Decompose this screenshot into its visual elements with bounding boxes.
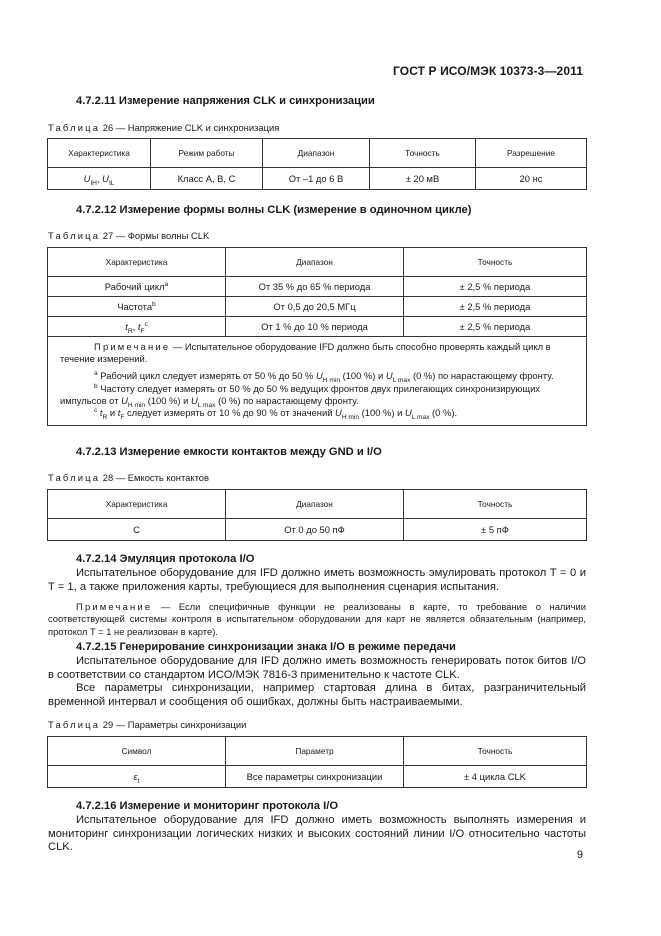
table-header-cell: Режим работы — [151, 139, 263, 168]
table-cell: От 35 % до 65 % периода — [226, 277, 404, 297]
table-cell: ± 2,5 % периода — [404, 317, 587, 337]
footnote-c: $^c$ $t_R$ и $t_F$ следует измерять от 10 % до 90 % от значений $U_{H min}$ (100 %) и $U_{L max}$ (0 %). — [94, 406, 458, 421]
table-cell: Все параметры синхронизации — [226, 766, 404, 788]
table-cell: Рабочий цикл$^a$ — [48, 277, 226, 297]
table-cell: От 0,5 до 20,5 МГц — [226, 297, 404, 317]
table-cell: ± 2,5 % периода — [404, 297, 587, 317]
table-27 — [47, 247, 587, 426]
section-title-4-7-2-12: 4.7.2.12 Измерение формы волны CLK (измерение в одиночном цикле) — [76, 204, 472, 216]
table-27-note: Примечание — Испытательное оборудование IFD должно быть способно проверять каждый цикл в течение измерений. $^a$ Рабочий цикл следует измерять от 50 % до 50 % $U_{H min}$ (100 %) и $U_{L max}$ (0 %) по нарастающему фронту. $^b$ Частоту следует измерять от 50 % до 50 % ведущих фронтов двух прилегающих синхронизирующих импульсов от $U_{H min}$ (100 %) и $U_{L max}$ (0 %) по нарастающему фронту. $^c$ $t_R$ и $t_F$ следует измерять от 10 % до 90 % от значений $U_{H min}$ (100 %) и $U_{L max}$ (0 %). — [48, 337, 587, 426]
footnote-b: $^b$ Частоту следует измерять от 50 % до 50 % ведущих фронтов двух прилегающих синхронизирующих импульсов от $U_{H min}$ (100 %) и $U_{L max}$ (0 %) по нарастающему фронту. — [60, 382, 540, 409]
table-29 — [47, 736, 587, 788]
table-cell: Частота$^b$ — [48, 297, 226, 317]
table-26-caption: Таблица 26 — Напряжение CLK и синхронизация — [48, 122, 280, 133]
table-27-caption: Таблица 27 — Формы волны CLK — [48, 230, 210, 241]
table-header-cell: Точность — [404, 248, 587, 277]
table-header-cell: Характеристика — [48, 490, 226, 519]
table-cell: $U_{IH}$, $U_{IL}$ — [48, 168, 151, 190]
footnote-a: $^a$ Рабочий цикл следует измерять от 50 % до 50 % $U_{H min}$ (100 %) и $U_{L max}$ (0 %) по нарастающему фронту. — [94, 370, 554, 385]
table-header-cell: Характеристика — [48, 139, 151, 168]
table-cell: Класс A, B, C — [151, 168, 263, 190]
table-cell: От 1 % до 10 % периода — [226, 317, 404, 337]
table-header-cell: Диапазон — [226, 490, 404, 519]
table-cell: От 0 до 50 пФ — [226, 519, 404, 541]
table-28 — [47, 489, 587, 541]
table-header-cell: Характеристика — [48, 248, 226, 277]
table-29-caption: Таблица 29 — Параметры синхронизации — [48, 719, 247, 730]
table-header-cell: Диапазон — [226, 248, 404, 277]
table-26 — [47, 138, 587, 190]
table-cell: $\varepsilon_t$ — [48, 766, 226, 788]
table-header-cell: Символ — [48, 737, 226, 766]
table-cell: ± 20 мВ — [370, 168, 476, 190]
section-title-4-7-2-11: 4.7.2.11 Измерение напряжения CLK и синхронизации — [76, 95, 375, 107]
table-header-cell: Разрешение — [476, 139, 587, 168]
table-header-cell: Точность — [404, 737, 587, 766]
section-title-4-7-2-16: 4.7.2.16 Измерение и мониторинг протокола I/O — [76, 800, 339, 812]
paragraph: Испытательное оборудование для IFD должно иметь возможность выполнять измерения и мониторинг синхронизации логических низких и высоких состояний линии I/O относительно частоты CLK. — [48, 814, 586, 854]
table-header-cell: Точность — [404, 490, 587, 519]
table-cell: 20 нс — [476, 168, 587, 190]
table-cell: ± 5 пФ — [404, 519, 587, 541]
table-cell: C — [48, 519, 226, 541]
section-title-4-7-2-15: 4.7.2.15 Генерирование синхронизации знака I/O в режиме передачи — [76, 641, 456, 653]
section-title-4-7-2-13: 4.7.2.13 Измерение емкости контактов между GND и I/O — [76, 446, 382, 458]
table-header-cell: Параметр — [226, 737, 404, 766]
paragraph: Испытательное оборудование для IFD должно иметь возможность эмулировать протокол T = 0 и T = 1, а также приложения карты, требующиеся для выполнения сценария испытания. — [48, 567, 586, 593]
table-cell: ± 4 цикла CLK — [404, 766, 587, 788]
paragraph: Испытательное оборудование для IFD должно иметь возможность генерировать поток битов I/O в соответствии со стандартом ИСО/МЭК 7816-3 применительно к частоте CLK. Все параметры синхронизации, например стартовая длина в битах, разграничительный временной интервал и сообщения об ошибках, должны быть настраиваемыми. — [48, 655, 586, 708]
document-header: ГОСТ Р ИСО/МЭК 10373-3—2011 — [393, 64, 583, 78]
page-number: 9 — [576, 849, 583, 861]
table-cell: $t_R$, $t_F^c$ — [48, 317, 226, 337]
table-cell: От –1 до 6 В — [263, 168, 370, 190]
table-header-cell: Диапазон — [263, 139, 370, 168]
table-header-cell: Точность — [370, 139, 476, 168]
table-cell: ± 2,5 % периода — [404, 277, 587, 297]
note: Примечание — Если специфичные функции не реализованы в карте, то требование о наличии соответствующей системы контроля в испытательном оборудовании для карт не является обязательным (например, протокол T = 1 не реализован в карте). — [48, 601, 586, 637]
section-title-4-7-2-14: 4.7.2.14 Эмуляция протокола I/O — [76, 553, 255, 565]
table-28-caption: Таблица 28 — Емкость контактов — [48, 472, 209, 483]
